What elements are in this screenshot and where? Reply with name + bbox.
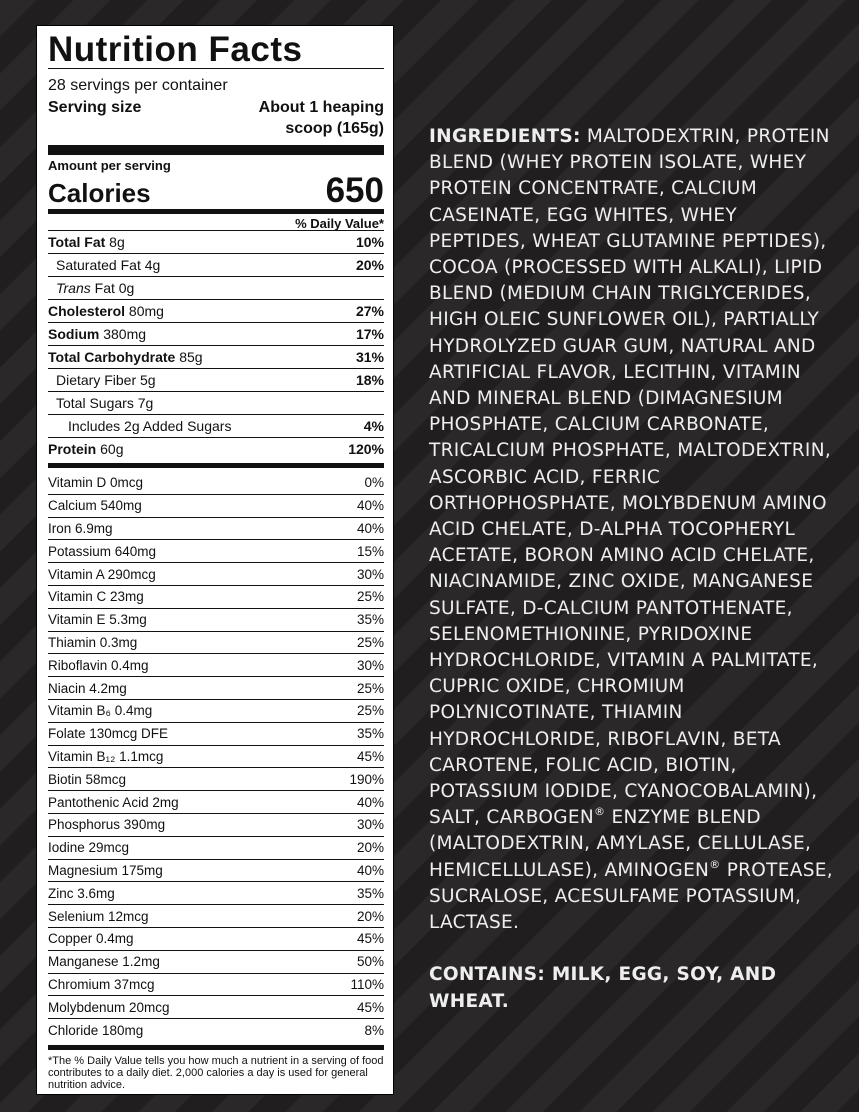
- vitamin-name: Riboflavin 0.4mg: [48, 657, 149, 673]
- serving-size-row: [48, 97, 384, 139]
- vitamin-row: [48, 585, 384, 608]
- nutrient-row: [48, 391, 384, 414]
- vitamin-dv: 40%: [356, 520, 384, 536]
- vitamin-name: Vitamin E 5.3mg: [48, 612, 147, 628]
- allergen-statement: CONTAINS: MILK, EGG, SOY, AND WHEAT.: [429, 964, 777, 1012]
- ingredients-list-part-1: MALTODEXTRIN, PROTEIN BLEND (WHEY PROTEIN ISOLATE, WHEY PROTEIN CONCENTRATE, CALCIUM CASEINATE, EGG WHITES, WHEY PEPTIDES, WHEAT GLUTAMINE PEPTIDES), COCOA (PROCESSED WITH ALKALI), LIPID BLEND (MEDIUM CHAIN TRIGLYCERIDES, HIGH OLEIC SUNFLOWER OIL), PARTIALLY HYDROLYZED GUAR GUM, NATURAL AND ARTIFICIAL FLAVOR, LECITHIN, VITAMIN AND MINERAL BLEND (DIMAGNESIUM PHOSPHATE, CALCIUM CARBONATE, TRICALCIUM PHOSPHATE, MALTODEXTRIN, ASCORBIC ACID, FERRIC ORTHOPHOSPHATE, MOLYBDENUM AMINO ACID CHELATE, D-ALPHA TOCOPHERYL ACETATE, BORON AMINO ACID CHELATE, NIACINAMIDE, ZINC OXIDE, MANGANESE SULFATE, D-CALCIUM PANTOTHENATE, SELENOMETHIONINE, PYRIDOXINE HYDROCHLORIDE, VITAMIN A PALMITATE, CUPRIC OXIDE, CHROMIUM POLYNICOTINATE, THIAMIN HYDROCHLORIDE, RIBOFLAVIN, BETA CAROTENE, FOLIC ACID, BIOTIN, POTASSIUM IODIDE, CYANOCOBALAMIN), SALT, CARBOGEN: [429, 126, 832, 829]
- vitamin-dv: 30%: [356, 817, 384, 833]
- nutrition-facts-label: [36, 25, 394, 1095]
- nutrient-dv: 18%: [355, 372, 384, 388]
- nutrient-dv: 4%: [363, 418, 384, 434]
- vitamin-dv: 25%: [356, 680, 384, 696]
- nutrient-dv: 31%: [355, 349, 384, 365]
- vitamin-dv: 35%: [356, 885, 384, 901]
- vitamin-dv: 8%: [364, 1022, 384, 1038]
- vitamin-row: [48, 1018, 384, 1041]
- nutrient-amount: Fat 0g: [90, 280, 135, 296]
- vitamin-dv: 50%: [356, 954, 384, 970]
- ingredients-label: INGREDIENTS:: [429, 126, 581, 147]
- vitamin-name: Vitamin A 290mcg: [48, 566, 156, 582]
- ingredients-list-part-2: ENZYME BLEND (MALTODEXTRIN, AMYLASE, CELLULASE, HEMICELLULASE), AMINOGEN: [429, 807, 812, 881]
- vitamin-dv: 40%: [356, 862, 384, 878]
- nutrient-row: [48, 368, 384, 391]
- nutrient-name: Total Carbohydrate: [48, 349, 176, 365]
- serving-size-label: Serving size: [48, 99, 142, 116]
- vitamin-dv: 25%: [356, 703, 384, 719]
- vitamin-row: [48, 676, 384, 699]
- nutrient-name: Cholesterol: [48, 303, 126, 319]
- nutrient-name: Total Fat: [48, 234, 106, 250]
- vitamin-name: Copper 0.4mg: [48, 931, 134, 947]
- vitamin-row: [48, 790, 384, 813]
- vitamin-name: Vitamin C 23mg: [48, 589, 144, 605]
- nutrient-amount: 8g: [105, 234, 125, 250]
- vitamin-name: Iodine 29mcg: [48, 840, 130, 856]
- vitamin-name: Selenium 12mcg: [48, 908, 149, 924]
- nutrient-dv: 120%: [348, 441, 384, 457]
- nutrient-amount: 60g: [96, 441, 124, 457]
- vitamin-dv: 45%: [356, 748, 384, 764]
- nutrient-dv: 20%: [355, 257, 384, 273]
- vitamin-row: [48, 539, 384, 562]
- nutrient-name: Trans: [56, 280, 91, 296]
- vitamin-name: Thiamin 0.3mg: [48, 634, 138, 650]
- vitamin-dv: 25%: [356, 634, 384, 650]
- vitamin-name: Biotin 58mcg: [48, 771, 127, 787]
- vitamin-name: Chloride 180mg: [48, 1022, 144, 1038]
- vitamin-dv: 0%: [364, 474, 384, 490]
- nutrient-row: [48, 437, 384, 460]
- vitamin-name: Zinc 3.6mg: [48, 885, 115, 901]
- thick-divider: [48, 145, 384, 155]
- nutrient-row: [48, 345, 384, 368]
- nutrient-name: Sodium: [48, 326, 100, 342]
- nutrient-amount: 80mg: [125, 303, 164, 319]
- vitamin-name: Vitamin B₁₂ 1.1mcg: [48, 748, 164, 764]
- vitamin-row: [48, 471, 384, 494]
- serving-size-value: [259, 97, 384, 139]
- vitamin-row: [48, 995, 384, 1018]
- vitamin-name: Phosphorus 390mg: [48, 817, 166, 833]
- nutrient-dv: 10%: [355, 234, 384, 250]
- vitamin-row: [48, 904, 384, 927]
- vitamin-row: [48, 859, 384, 882]
- vitamin-dv: 35%: [356, 612, 384, 628]
- serving-size-value-line-2: scoop (165g): [285, 120, 384, 137]
- vitamin-name: Calcium 540mg: [48, 498, 142, 514]
- nutrient-name: Protein: [48, 441, 97, 457]
- vitamin-row: [48, 631, 384, 654]
- nutrient-row: [48, 322, 384, 345]
- vitamin-dv: 35%: [356, 726, 384, 742]
- vitamin-name: Niacin 4.2mg: [48, 680, 127, 696]
- nutrition-title: Nutrition Facts: [48, 32, 384, 69]
- vitamin-row: [48, 653, 384, 676]
- vitamin-row: [48, 562, 384, 585]
- vitamin-dv: 25%: [356, 589, 384, 605]
- vitamin-dv: 20%: [356, 908, 384, 924]
- nutrient-dv: 27%: [355, 303, 384, 319]
- vitamin-name: Chromium 37mcg: [48, 976, 155, 992]
- nutrient-row: [48, 414, 384, 437]
- calories-value: 650: [325, 171, 384, 210]
- vitamin-dv: 30%: [356, 566, 384, 582]
- nutrition-facts-content: [48, 32, 384, 1091]
- ingredients-list-part-3: PROTEASE, SUCRALOSE, ACESULFAME POTASSIUM, LACTASE.: [429, 859, 833, 934]
- vitamin-name: Iron 6.9mg: [48, 520, 113, 536]
- registered-mark: ®: [593, 805, 606, 819]
- vitamin-row: [48, 767, 384, 790]
- registered-mark: ®: [709, 857, 721, 871]
- servings-per-container: 28 servings per container: [48, 77, 228, 94]
- vitamin-name: Vitamin D 0mcg: [48, 474, 144, 490]
- nutrient-row: [48, 276, 384, 299]
- calories-label: Calories: [48, 178, 151, 208]
- serving-size-value-line-1: About 1 heaping: [258, 99, 384, 116]
- vitamin-row: [48, 973, 384, 996]
- ingredients-panel: [429, 124, 839, 1015]
- vitamin-row: [48, 950, 384, 973]
- vitamin-row: [48, 722, 384, 745]
- vitamin-row: [48, 836, 384, 859]
- nutrient-name: Dietary Fiber 5g: [56, 372, 156, 388]
- vitamin-name: Manganese 1.2mg: [48, 954, 160, 970]
- vitamin-dv: 40%: [356, 794, 384, 810]
- nutrient-amount: 85g: [175, 349, 203, 365]
- vitamin-dv: 45%: [356, 999, 384, 1015]
- ingredients-text: [429, 124, 839, 936]
- thick-divider: [48, 463, 384, 468]
- vitamin-dv: 45%: [356, 931, 384, 947]
- vitamin-row: [48, 517, 384, 540]
- vitamin-row: [48, 745, 384, 768]
- vitamin-dv: 20%: [356, 840, 384, 856]
- vitamin-name: Pantothenic Acid 2mg: [48, 794, 179, 810]
- vitamin-row: [48, 927, 384, 950]
- vitamin-name: Vitamin B₆ 0.4mg: [48, 703, 153, 719]
- daily-value-header: % Daily Value*: [48, 209, 384, 230]
- vitamin-dv: 15%: [356, 543, 384, 559]
- vitamin-mineral-list: [48, 471, 384, 1041]
- vitamin-name: Magnesium 175mg: [48, 862, 163, 878]
- nutrient-name: Total Sugars 7g: [56, 395, 154, 411]
- nutrient-row: [48, 253, 384, 276]
- nutrient-row: [48, 299, 384, 322]
- nutrient-name: Saturated Fat 4g: [56, 257, 161, 273]
- nutrient-amount: 380mg: [99, 326, 147, 342]
- nutrient-dv: 17%: [355, 326, 384, 342]
- vitamin-dv: 110%: [350, 976, 384, 992]
- nutrient-name: Includes 2g Added Sugars: [68, 418, 232, 434]
- vitamin-row: [48, 494, 384, 517]
- vitamin-name: Potassium 640mg: [48, 543, 157, 559]
- vitamin-row: [48, 699, 384, 722]
- vitamin-row: [48, 813, 384, 836]
- calories-row: [48, 173, 384, 209]
- vitamin-dv: 40%: [356, 498, 384, 514]
- vitamin-name: Folate 130mcg DFE: [48, 726, 169, 742]
- vitamin-row: [48, 608, 384, 631]
- vitamin-dv: 30%: [356, 657, 384, 673]
- vitamin-name: Molybdenum 20mcg: [48, 999, 170, 1015]
- vitamin-row: [48, 881, 384, 904]
- vitamin-dv: 190%: [349, 771, 384, 787]
- amount-per-serving: Amount per serving: [48, 158, 171, 173]
- daily-value-footnote: *The % Daily Value tells you how much a nutrient in a serving of food contributes to a daily diet. 2,000 calories a day is used for general nutrition advice.: [48, 1045, 384, 1091]
